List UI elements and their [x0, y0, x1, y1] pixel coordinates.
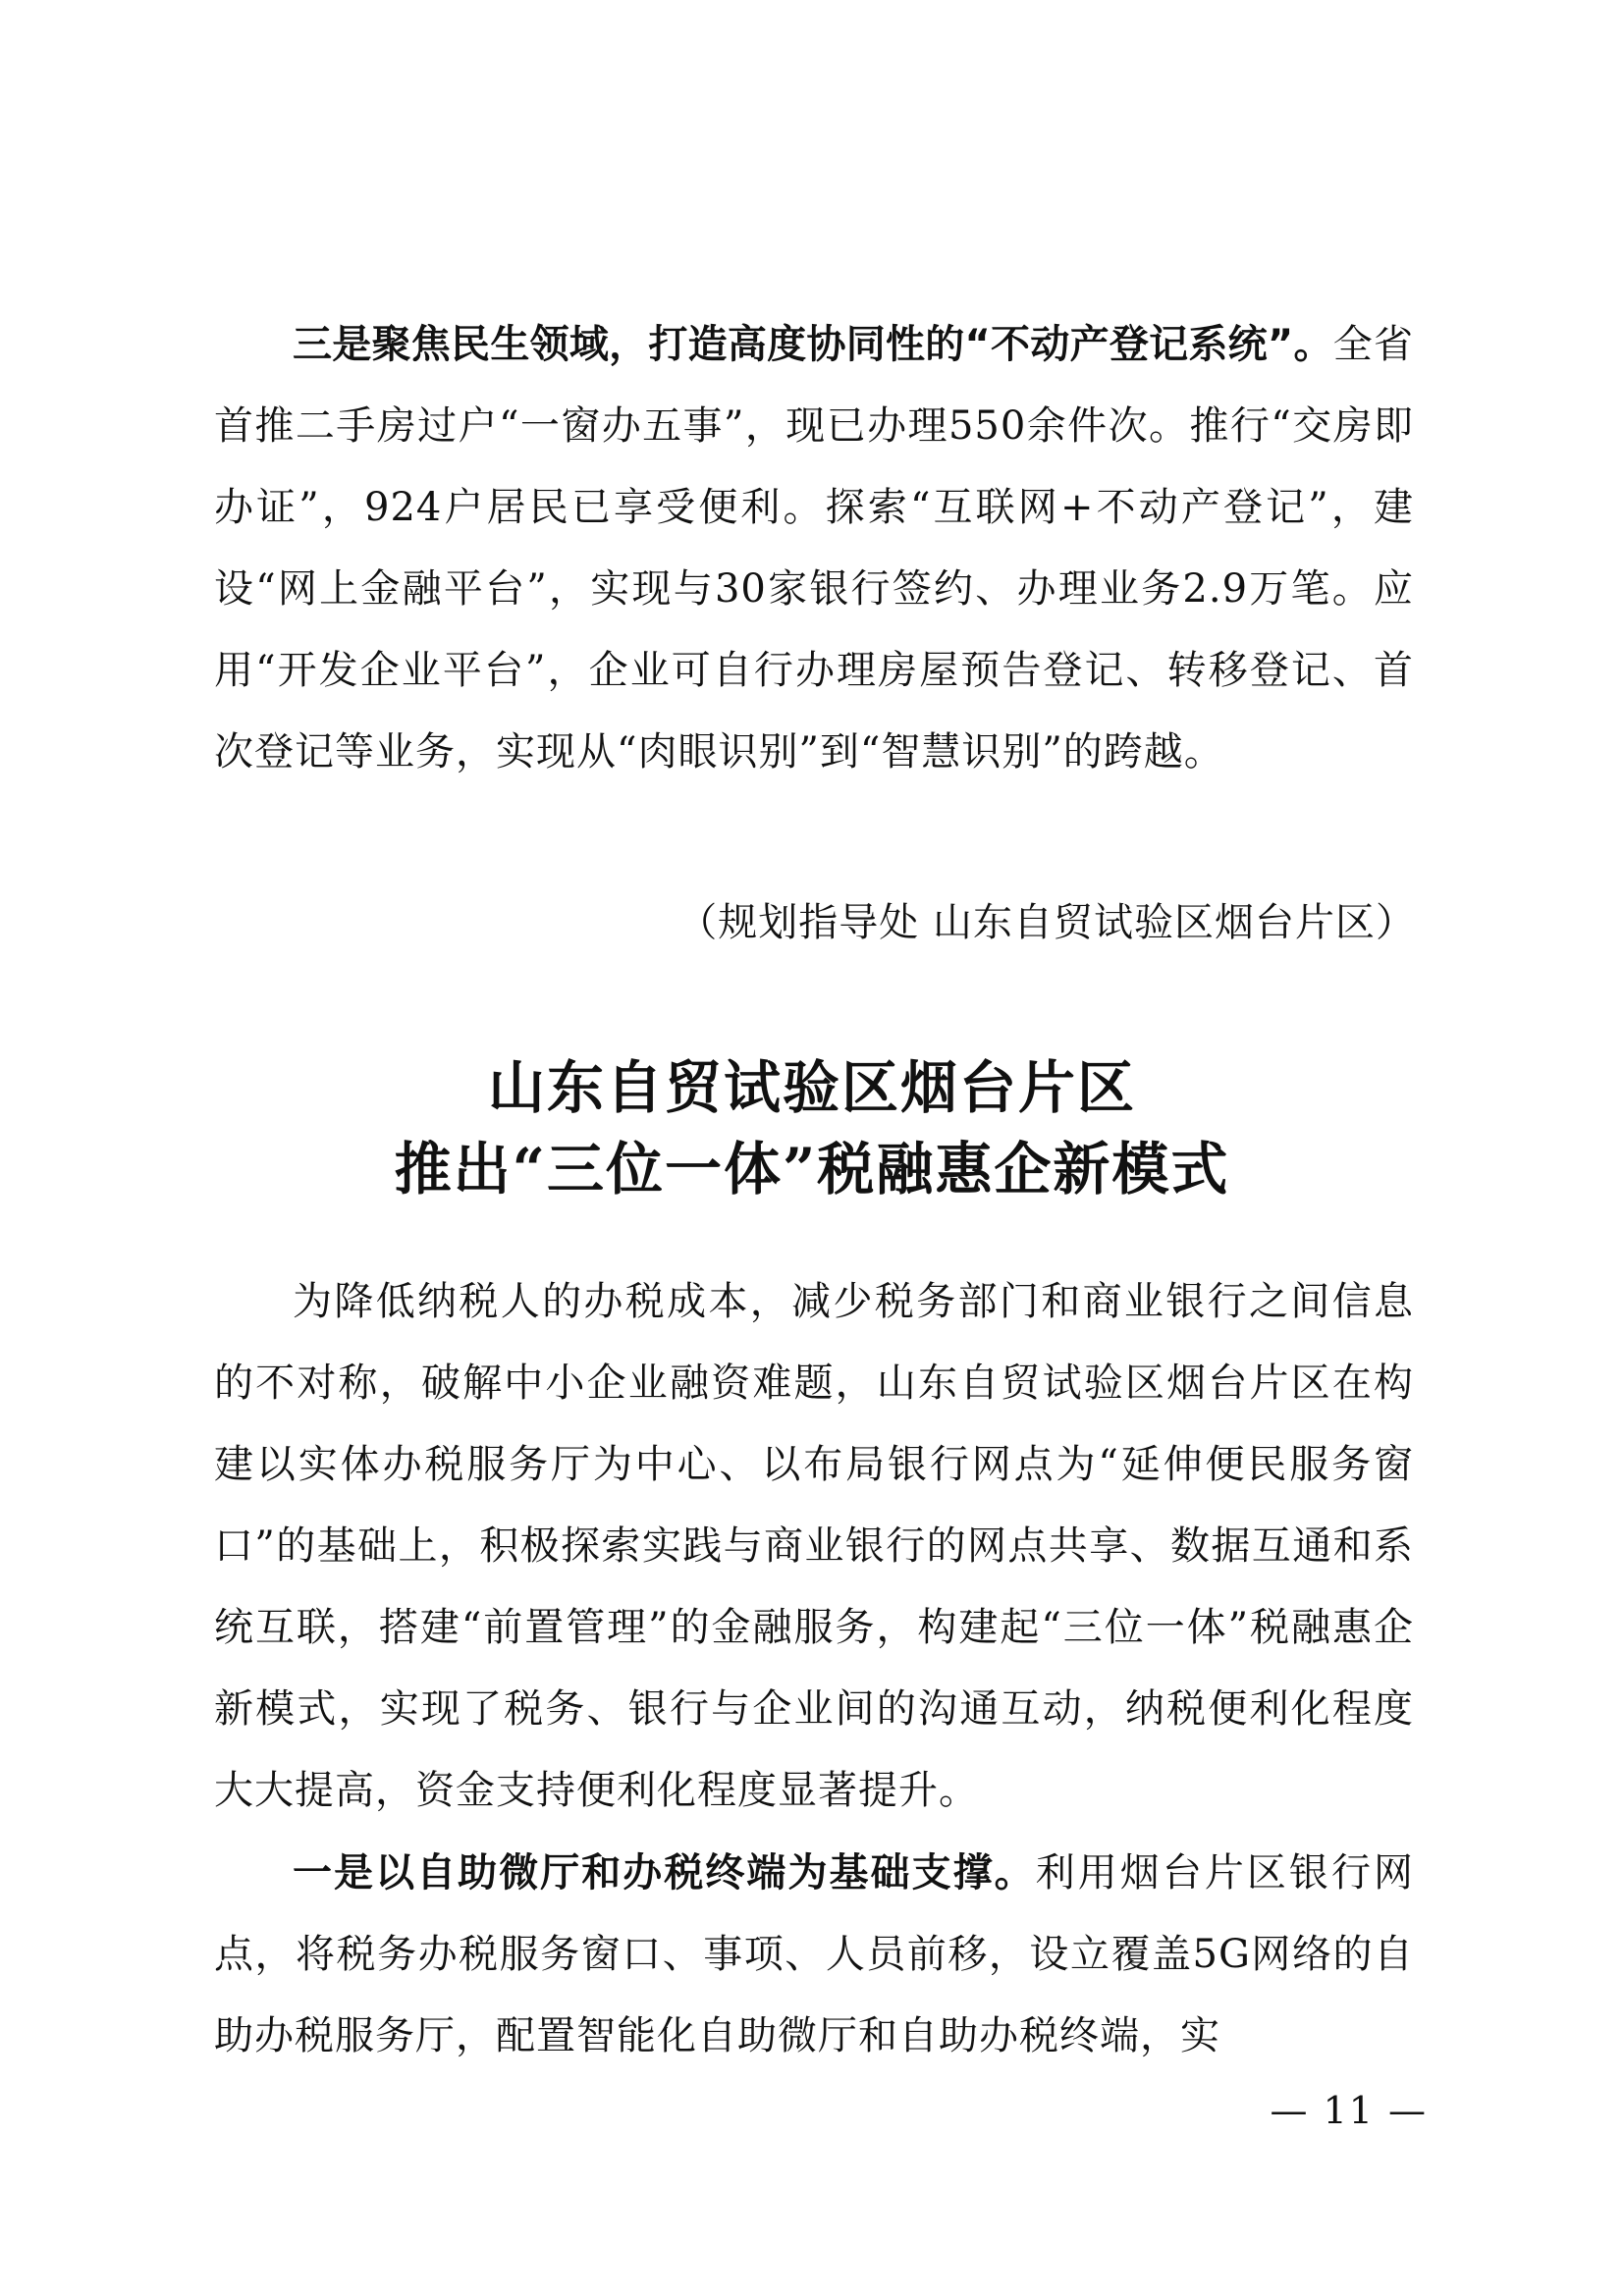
article-intro-paragraph: 为降低纳税人的办税成本，减少税务部门和商业银行之间信息的不对称，破解中小企业融资难题，山东自贸试验区烟台片区在构建以实体办税服务厅为中心、以布局银行网点为“延伸便民服务窗口”的基础上，积极探索实践与商业银行的网点共享、数据互通和系统互联，搭建“前置管理”的金融服务，构建起“三位一体”税融惠企新模式，实现了税务、银行与企业间的沟通互动，纳税便利化程度大大提高，资金支持便利化程度显著提升。	[214, 1279, 1414, 1813]
point1-body: 利用烟台片区银行网点，将税务办税服务窗口、事项、人员前移，设立覆盖5G网络的自助办税服务厅，配置智能化自助微厅和自助办税终端，实	[214, 1850, 1415, 2058]
section1-body: 全省首推二手房过户“一窗办五事”，现已办理550余件次。推行“交房即办证”，924户居民已享受便利。探索“互联网+不动产登记”，建设“网上金融平台”，实现与30家银行签约、办理业务2.9万笔。应用“开发企业平台”，企业可自行办理房屋预告登记、转移登记、首次登记等业务，实现从“肉眼识别”到“智慧识别”的跨越。	[214, 322, 1414, 774]
section1-lead: 三是聚焦民生领域，打造高度协同性的“不动产登记系统”。	[293, 322, 1333, 367]
source-attribution: （规划指导处 山东自贸试验区烟台片区）	[677, 900, 1416, 945]
article-title-line1: 山东自贸试验区烟台片区	[487, 1054, 1136, 1121]
section1-paragraph	[214, 304, 1414, 793]
article-title-line2: 推出“三位一体”税融惠企新模式	[394, 1136, 1230, 1202]
article-point1-paragraph	[214, 1833, 1414, 2077]
point1-lead: 一是以自助微厅和办税终端为基础支撑。	[293, 1850, 1036, 1896]
page-number: — 11 —	[1270, 2089, 1428, 2132]
